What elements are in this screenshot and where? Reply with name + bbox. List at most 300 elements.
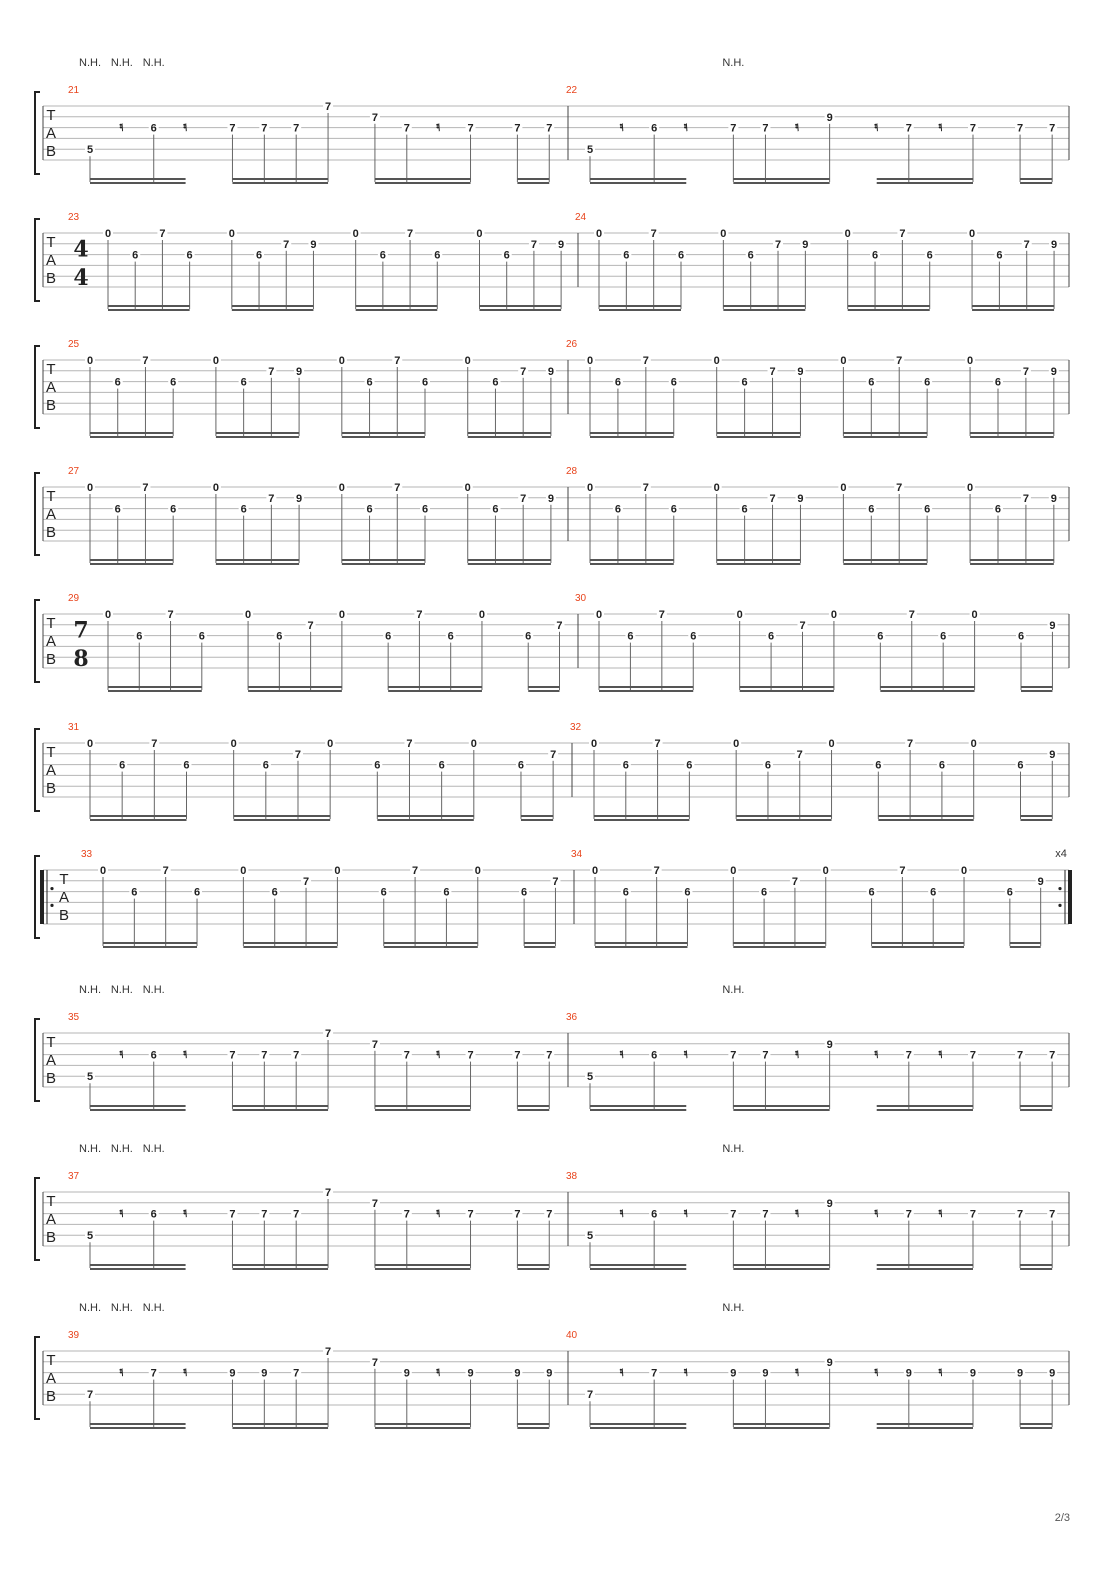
sixteenth-rest: 𝄿 [617,1205,627,1221]
fret-number: 0 [967,482,974,494]
fret-number: 7 [769,365,776,378]
fret-number: 5 [86,144,94,157]
fret-number: 6 [525,630,532,643]
repeat-dot [1058,904,1061,907]
fret-number: 7 [86,1389,94,1402]
fret-number: 7 [762,1208,769,1221]
fret-number: 7 [908,609,915,621]
fret-number: 0 [595,609,603,621]
fret-number: 6 [940,630,947,643]
fret-number: 6 [186,249,193,262]
fret-number: 9 [261,1367,268,1380]
fret-number: 0 [840,355,847,367]
fret-number: 7 [412,865,419,877]
fret-number: 7 [969,1208,977,1221]
fret-number: 7 [261,122,268,135]
fret-number: 7 [324,1346,332,1358]
fret-number: 6 [193,886,201,899]
bar-number: 29 [68,593,80,604]
fret-number: 7 [371,111,378,124]
fret-number: 7 [467,122,474,135]
fret-number: 9 [762,1367,769,1380]
fret-number: 0 [586,482,594,494]
fret-number: 9 [826,1356,833,1369]
fret-number: 6 [379,249,386,262]
tab-letter: B [45,524,57,541]
fret-number: 0 [327,738,334,750]
fret-number: 7 [552,875,559,888]
fret-number: 6 [651,122,658,135]
fret-number: 0 [713,482,720,494]
sixteenth-rest: 𝄿 [117,1205,127,1221]
fret-number: 0 [230,738,237,750]
fret-number: 6 [684,886,691,899]
fret-number: 6 [380,886,387,899]
system-bracket [35,346,40,428]
system-bracket [35,1019,40,1101]
natural-harmonic-label: N.H. [722,57,745,69]
fret-number: 9 [547,365,554,378]
fret-number: 9 [1049,619,1056,632]
fret-number: 6 [1017,630,1025,643]
fret-number: 6 [276,630,283,643]
sixteenth-rest: 𝄿 [936,1205,946,1221]
tab-letter: A [45,506,57,523]
fret-number: 0 [478,609,486,621]
sixteenth-rest: 𝄿 [872,119,881,135]
fret-number: 6 [434,249,441,262]
fret-number: 7 [403,122,410,135]
fret-number: 7 [293,1049,300,1062]
fret-number: 7 [229,1049,236,1062]
fret-number: 6 [938,759,945,772]
tab-letter: B [45,143,57,160]
fret-number: 7 [546,122,553,135]
fret-number: 0 [720,228,727,240]
fret-number: 6 [690,630,697,643]
fret-number: 7 [407,228,414,240]
fret-number: 0 [733,738,740,750]
tab-letter: T [46,488,56,505]
sixteenth-rest: 𝄿 [117,1364,127,1380]
sixteenth-rest: 𝄿 [180,1364,190,1380]
sixteenth-rest: 𝄿 [434,1205,443,1221]
natural-harmonic-label: N.H. [79,57,101,69]
fret-number: 6 [877,630,884,643]
fret-number: 6 [686,759,693,772]
sixteenth-rest: 𝄿 [434,1364,443,1380]
fret-number: 7 [150,1367,157,1380]
tab-letter: B [45,1070,57,1087]
fret-number: 7 [762,1049,769,1062]
repeat-dot [50,904,53,907]
natural-harmonic-label: N.H. [142,984,165,996]
fret-number: 0 [595,228,603,240]
fret-number: 7 [293,1208,300,1221]
fret-number: 9 [296,492,303,505]
fret-number: 7 [730,1049,737,1062]
fret-number: 6 [385,630,392,643]
repeat-dot [1058,887,1061,890]
fret-number: 6 [443,886,450,899]
fret-number: 6 [930,886,937,899]
bar-number: 21 [68,85,80,96]
fret-number: 7 [394,482,401,494]
fret-number: 0 [104,228,112,240]
bar-number: 40 [566,1330,578,1341]
fret-number: 0 [590,738,598,750]
fret-number: 7 [520,492,527,505]
natural-harmonic-label: N.H. [110,984,133,996]
fret-number: 7 [294,748,302,761]
fret-number: 6 [438,759,445,772]
time-signature-top: 4 [73,236,89,263]
sixteenth-rest: 𝄿 [617,1364,627,1380]
fret-number: 0 [840,482,847,494]
fret-number: 6 [764,759,772,772]
fret-number: 6 [240,376,247,389]
fret-number: 9 [1037,875,1044,888]
fret-number: 6 [761,886,768,899]
time-signature-bottom: 4 [73,265,89,291]
natural-harmonic-label: N.H. [142,1143,165,1155]
natural-harmonic-label: N.H. [142,57,165,69]
fret-number: 6 [521,886,528,899]
fret-number: 7 [550,748,557,761]
fret-number: 7 [769,492,776,505]
fret-number: 6 [926,249,933,262]
sixteenth-rest: 𝄿 [936,1364,946,1380]
sixteenth-rest: 𝄿 [681,1046,691,1062]
natural-harmonic-label: N.H. [142,1302,165,1314]
fret-number: 9 [797,492,804,505]
tab-letter: A [45,1211,57,1228]
fret-number: 7 [283,238,290,251]
fret-number: 7 [1017,1208,1024,1221]
fret-number: 9 [730,1367,737,1380]
repeat-dot [50,887,53,890]
tab-letter: B [58,907,70,924]
tab-letter: A [45,1370,57,1387]
bar-number: 36 [566,1012,578,1023]
natural-harmonic-label: N.H. [110,1302,133,1314]
fret-number: 7 [151,738,158,750]
system-bracket [35,856,40,938]
sixteenth-rest: 𝄿 [792,1205,802,1221]
fret-number: 9 [826,1038,833,1051]
fret-number: 9 [826,111,833,124]
bar-number: 32 [570,722,582,733]
fret-number: 0 [476,228,483,240]
fret-number: 0 [971,609,978,621]
fret-number: 0 [104,609,112,621]
bar-number: 39 [68,1330,80,1341]
fret-number: 7 [791,875,798,888]
fret-number: 9 [802,238,809,251]
bar-number: 22 [566,85,578,96]
fret-number: 6 [875,759,882,772]
sixteenth-rest: 𝄿 [180,1205,190,1221]
natural-harmonic-label: N.H. [79,984,101,996]
fret-number: 6 [170,376,177,389]
fret-number: 7 [799,619,806,632]
fret-number: 6 [447,630,454,643]
sixteenth-rest: 𝄿 [180,119,190,135]
fret-number: 6 [768,630,775,643]
fret-number: 7 [371,1038,378,1051]
fret-number: 7 [658,609,665,621]
tab-letter: A [45,633,57,650]
bar-number: 35 [68,1012,80,1023]
fret-number: 7 [229,122,236,135]
bar-number: 38 [566,1171,578,1182]
fret-number: 7 [650,228,657,240]
natural-harmonic-label: N.H. [79,1143,101,1155]
fret-number: 0 [338,482,345,494]
fret-number: 7 [514,1049,521,1062]
fret-number: 7 [514,122,521,135]
fret-number: 9 [1049,748,1056,761]
fret-number: 6 [924,503,931,516]
natural-harmonic-label: N.H. [110,1143,133,1155]
fret-number: 6 [627,630,634,643]
fret-number: 6 [1006,886,1013,899]
fret-number: 6 [1017,759,1024,772]
tab-letter: A [45,379,57,396]
fret-number: 7 [324,1028,332,1040]
fret-number: 7 [1049,1208,1056,1221]
fret-number: 0 [86,482,94,494]
bar-number: 33 [81,849,93,860]
fret-number: 9 [403,1367,410,1380]
fret-number: 7 [730,122,737,135]
fret-number: 7 [167,609,174,621]
fret-number: 9 [797,365,804,378]
fret-number: 5 [586,1230,594,1243]
fret-number: 7 [896,482,903,494]
fret-number: 7 [1022,365,1029,378]
bar-number: 34 [571,849,583,860]
natural-harmonic-label: N.H. [110,57,133,69]
fret-number: 7 [403,1208,410,1221]
bar-number: 37 [68,1171,80,1182]
fret-number: 7 [1017,1049,1024,1062]
tab-letter: T [46,615,56,632]
fret-number: 7 [899,865,906,877]
time-signature-bottom: 8 [73,646,89,672]
fret-number: 6 [517,759,525,772]
fret-number: 9 [826,1197,833,1210]
fret-number: 6 [651,1049,658,1062]
fret-number: 7 [142,482,149,494]
system-bracket [35,600,40,682]
fret-number: 9 [296,365,303,378]
fret-number: 7 [969,122,977,135]
fret-number: 0 [968,228,976,240]
natural-harmonic-label: N.H. [722,1143,745,1155]
fret-number: 9 [1050,492,1057,505]
tab-letter: A [45,762,57,779]
fret-number: 6 [492,503,499,516]
sixteenth-rest: 𝄿 [872,1046,881,1062]
fret-number: 6 [741,503,748,516]
sixteenth-rest: 𝄿 [792,1046,802,1062]
fret-number: 0 [212,355,219,367]
sixteenth-rest: 𝄿 [617,119,627,135]
sixteenth-rest: 𝄿 [117,119,127,135]
fret-number: 6 [741,376,748,389]
fret-number: 7 [654,738,661,750]
fret-number: 0 [713,355,720,367]
fret-number: 9 [558,238,565,251]
fret-number: 7 [642,482,649,494]
fret-number: 7 [307,619,314,632]
fret-number: 6 [868,886,875,899]
bar-number: 25 [68,339,80,350]
fret-number: 0 [822,865,829,877]
fret-number: 7 [268,492,275,505]
sixteenth-rest: 𝄿 [872,1205,881,1221]
fret-number: 7 [969,1049,977,1062]
system-bracket [35,473,40,555]
bar-number: 24 [575,212,587,223]
tab-letter: A [58,889,70,906]
fret-number: 6 [114,376,121,389]
bar-number: 26 [566,339,578,350]
fret-number: 7 [371,1197,378,1210]
fret-number: 6 [421,503,429,516]
fret-number: 6 [747,249,754,262]
tab-letter: T [46,107,56,124]
fret-number: 0 [828,738,835,750]
fret-number: 7 [1049,1049,1056,1062]
sixteenth-rest: 𝄿 [681,119,691,135]
fret-number: 6 [119,759,126,772]
fret-number: 6 [871,249,879,262]
fret-number: 7 [416,609,423,621]
sixteenth-rest: 𝄿 [434,1046,443,1062]
sixteenth-rest: 𝄿 [434,119,443,135]
sixteenth-rest: 𝄿 [117,1046,127,1062]
fret-number: 0 [830,609,837,621]
sixteenth-rest: 𝄿 [792,119,802,135]
fret-number: 9 [1051,238,1058,251]
fret-number: 7 [586,1389,594,1402]
fret-number: 9 [1049,1367,1056,1380]
fret-number: 6 [623,249,630,262]
system-bracket [35,1337,40,1419]
fret-number: 7 [467,1208,474,1221]
fret-number: 6 [136,630,143,643]
tab-letter: B [45,1388,57,1405]
fret-number: 6 [271,886,278,899]
fret-number: 7 [293,122,300,135]
fret-number: 0 [212,482,219,494]
fret-number: 0 [464,482,471,494]
fret-number: 7 [394,355,401,367]
tab-letter: B [45,651,57,668]
fret-number: 9 [546,1367,553,1380]
fret-number: 7 [514,1208,521,1221]
fret-number: 7 [261,1049,268,1062]
fret-number: 7 [730,1208,737,1221]
fret-number: 7 [467,1049,474,1062]
repeat-count: x4 [1055,848,1067,860]
fret-number: 7 [403,1049,410,1062]
fret-number: 0 [591,865,599,877]
fret-number: 7 [774,238,782,251]
fret-number: 7 [642,355,649,367]
fret-number: 6 [996,249,1003,262]
tab-letter: T [46,1352,56,1369]
fret-number: 6 [198,630,205,643]
fret-number: 6 [651,1208,658,1221]
sixteenth-rest: 𝄿 [792,1364,802,1380]
fret-number: 7 [796,748,803,761]
system-bracket [35,219,40,301]
fret-number: 6 [670,376,677,389]
bar-number: 23 [68,212,80,223]
fret-number: 7 [293,1367,300,1380]
fret-number: 6 [150,1208,157,1221]
fret-number: 7 [905,1208,912,1221]
fret-number: 5 [586,144,594,157]
fret-number: 0 [99,865,107,877]
tab-letter: A [45,1052,57,1069]
fret-number: 6 [614,503,621,516]
tab-letter: B [45,270,57,287]
fret-number: 7 [1017,122,1024,135]
fret-number: 7 [324,1187,332,1199]
fret-number: 6 [170,503,177,516]
tab-letter: A [45,252,57,269]
fret-number: 6 [262,759,269,772]
system-bracket [35,92,40,174]
fret-number: 6 [132,249,139,262]
fret-number: 6 [503,249,510,262]
fret-number: 7 [406,738,413,750]
fret-number: 6 [622,886,629,899]
tab-letter: B [45,397,57,414]
fret-number: 7 [530,238,537,251]
fret-number: 7 [1049,122,1056,135]
fret-number: 9 [547,492,554,505]
fret-number: 6 [374,759,381,772]
fret-number: 0 [960,865,968,877]
fret-number: 0 [730,865,737,877]
fret-number: 7 [159,228,166,240]
fret-number: 7 [905,1049,912,1062]
fret-number: 6 [421,376,429,389]
page-number: 2/3 [1054,1512,1070,1524]
fret-number: 7 [324,101,332,113]
sixteenth-rest: 𝄿 [936,119,946,135]
fret-number: 7 [653,865,660,877]
fret-number: 5 [86,1230,94,1243]
fret-number: 0 [338,609,345,621]
bar-number: 28 [566,466,578,477]
fret-number: 6 [366,503,373,516]
fret-number: 6 [150,1049,157,1062]
tab-letter: A [45,125,57,142]
tab-letter: T [46,744,56,761]
fret-number: 9 [969,1367,977,1380]
fret-number: 6 [255,249,263,262]
fret-number: 6 [492,376,499,389]
fret-number: 7 [546,1049,553,1062]
fret-number: 0 [967,355,974,367]
fret-number: 7 [762,122,769,135]
